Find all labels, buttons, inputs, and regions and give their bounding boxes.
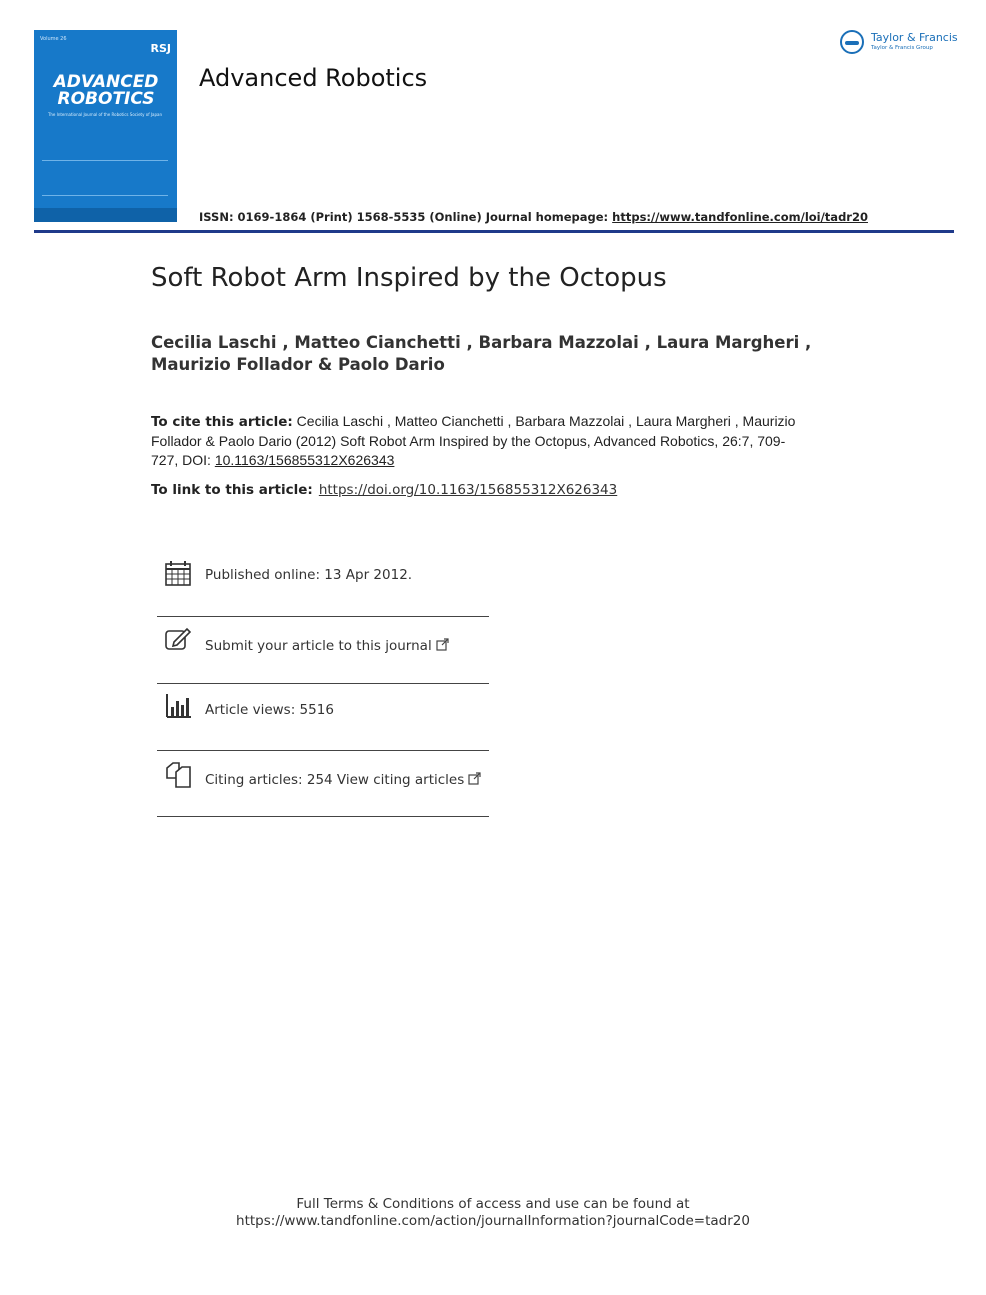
external-link-icon xyxy=(468,772,481,785)
citation-label: To cite this article: xyxy=(151,414,293,430)
publisher-logo-icon xyxy=(840,30,864,54)
submit-row[interactable] xyxy=(157,624,489,674)
cover-volume-text: Volume 26 xyxy=(40,36,67,42)
article-doi-url[interactable]: https://doi.org/10.1163/156855312X626343 xyxy=(318,482,618,498)
submit-text-wrap xyxy=(205,638,449,654)
article-link-line xyxy=(151,482,617,498)
citing-row[interactable] xyxy=(157,760,489,810)
external-link-icon xyxy=(436,638,449,651)
citing-text-wrap xyxy=(205,772,481,788)
cover-society-badge: RSJ xyxy=(150,42,171,55)
publisher-logo[interactable] xyxy=(840,28,958,58)
cover-journal-title xyxy=(42,74,170,108)
bar-chart-icon xyxy=(165,693,191,719)
citation-text: Cecilia Laschi , Matteo Cianchetti , Barbara Mazzolai , Laura Margheri , Maurizio Follador & Paolo Dario (2012) Soft Robot Arm Inspired by the Octopus, Advanced Robotics, 26:7, 709-727, DOI: xyxy=(151,413,796,468)
article-title: Soft Robot Arm Inspired by the Octopus xyxy=(151,263,667,293)
calendar-icon xyxy=(165,560,191,586)
authors-line-2: Maurizio Follador & Paolo Dario xyxy=(151,355,445,374)
views-row xyxy=(157,692,489,732)
journal-title: Advanced Robotics xyxy=(199,64,428,92)
citation-doi-link[interactable]: 10.1163/156855312X626343 xyxy=(214,452,395,468)
info-divider xyxy=(157,616,489,617)
submit-article-link[interactable]: Submit your article to this journal xyxy=(205,638,432,654)
cover-title-line-2: ROBOTICS xyxy=(57,89,155,109)
citing-documents-icon xyxy=(165,762,191,788)
cover-decoration xyxy=(42,160,168,196)
cover-subtitle: The International Journal of the Robotics Society of Japan xyxy=(47,112,163,117)
published-date: Published online: 13 Apr 2012. xyxy=(205,567,413,583)
published-row xyxy=(157,558,489,598)
journal-homepage-link[interactable]: https://www.tandfonline.com/loi/tadr20 xyxy=(612,210,868,224)
publisher-group: Taylor & Francis Group xyxy=(871,45,933,51)
footer-terms xyxy=(200,1196,786,1230)
article-authors xyxy=(151,332,851,376)
cover-bottom-bar xyxy=(34,208,177,222)
footer-line-1: Full Terms & Conditions of access and use can be found at xyxy=(296,1196,690,1212)
issn-text: ISSN: 0169-1864 (Print) 1568-5535 (Online) Journal homepage: xyxy=(199,210,613,224)
article-views: Article views: 5516 xyxy=(205,702,334,718)
cover-title-line-1: ADVANCED xyxy=(53,72,159,92)
footer-terms-link[interactable]: https://www.tandfonline.com/action/journalInformation?journalCode=tadr20 xyxy=(236,1213,750,1229)
link-label: To link to this article: xyxy=(151,482,313,498)
edit-icon xyxy=(165,626,191,652)
info-divider xyxy=(157,683,489,684)
journal-cover-image xyxy=(34,30,177,222)
citing-articles-link[interactable]: Citing articles: 254 View citing articles xyxy=(205,772,465,788)
header-divider xyxy=(34,230,954,233)
info-divider xyxy=(157,750,489,751)
issn-line xyxy=(199,210,868,224)
citation-block xyxy=(151,412,801,470)
publisher-name: Taylor & Francis xyxy=(871,31,958,44)
info-divider xyxy=(157,816,489,817)
authors-line-1: Cecilia Laschi , Matteo Cianchetti , Barbara Mazzolai , Laura Margheri , xyxy=(151,333,812,352)
